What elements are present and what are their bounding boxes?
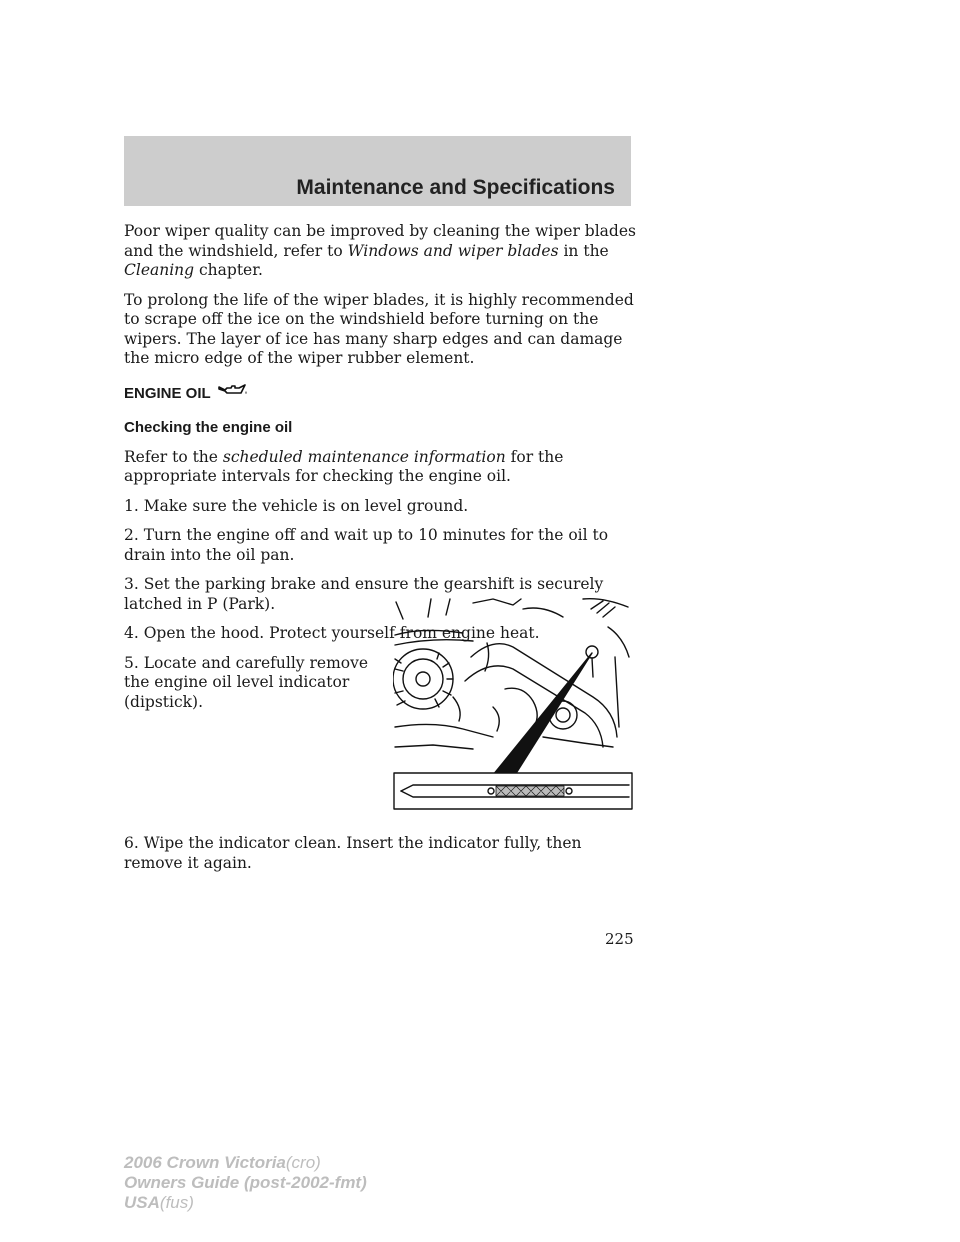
- subsection-heading: Checking the engine oil: [124, 419, 293, 436]
- document-footer: [124, 1153, 367, 1213]
- oil-can-icon: [217, 383, 249, 405]
- step-1: 1. Make sure the vehicle is on level ground.: [124, 496, 469, 515]
- step-4: 4. Open the hood. Protect yourself from engine heat.: [124, 624, 540, 642]
- paragraph-intro: Refer to the scheduled maintenance information for the appropriate intervals for checking the engine oil.: [124, 447, 564, 485]
- step-3: 3. Set the parking brake and ensure the gearshift is securely latched in P (Park).: [124, 575, 604, 613]
- footer-line-2: Owners Guide (post-2002-fmt): [124, 1173, 367, 1192]
- paragraph-wiper-life: To prolong the life of the wiper blades, it is highly recommended to scrape off the ice on the windshield before turning on the wipers. The layer of ice has many sharp edges and can damage the micro edge of the wiper rubber element.: [124, 290, 634, 367]
- step-2: 2. Turn the engine off and wait up to 10 minutes for the oil to drain into the oil pan.: [124, 526, 609, 564]
- reference-windows-wiper-blades: Windows and wiper blades: [347, 241, 559, 260]
- chapter-title: Maintenance and Specifications: [296, 176, 615, 199]
- chapter-header-band: [124, 136, 631, 206]
- step-5: 5. Locate and carefully remove the engine oil level indicator (dipstick).: [124, 653, 369, 711]
- step-6: 6. Wipe the indicator clean. Insert the indicator fully, then remove it again.: [124, 834, 582, 872]
- reference-scheduled-maintenance: scheduled maintenance information: [222, 447, 506, 466]
- section-heading-engine-oil: [124, 383, 644, 405]
- reference-cleaning-chapter: Cleaning: [124, 261, 195, 279]
- paragraph-wiper-quality: Poor wiper quality can be improved by cleaning the wiper blades and the windshield, refer to Windows and wiper blades in the Cleaning chapter.: [124, 222, 636, 279]
- section-title: ENGINE OIL: [124, 384, 211, 402]
- footer-line-1: 2006 Crown Victoria(cro): [124, 1153, 321, 1172]
- footer-line-3: USA(fus): [124, 1193, 194, 1212]
- dipstick-illustration: [393, 597, 633, 810]
- page-number: 225: [605, 930, 634, 948]
